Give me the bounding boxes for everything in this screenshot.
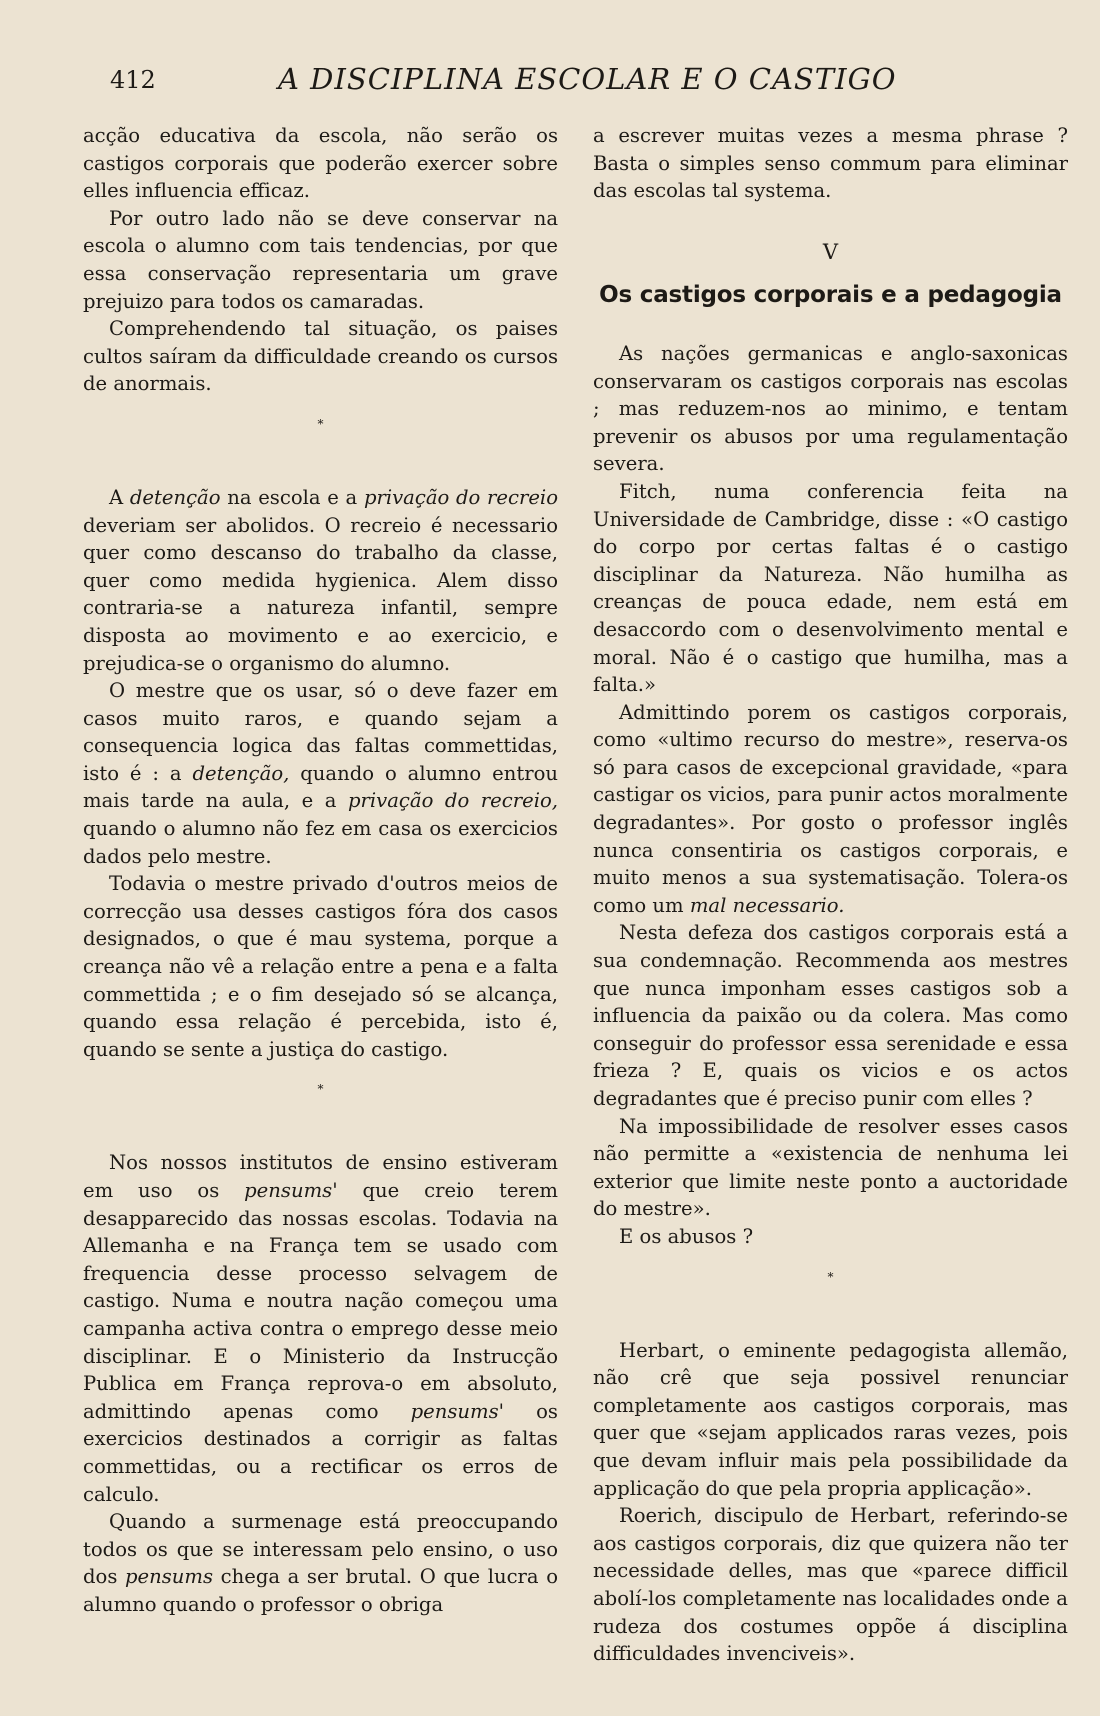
paragraph: Na impossibilidade de resolver esses casos não permitte a «existencia de nenhuma lei exterior que limite neste ponto a auctoridade do mestre». xyxy=(593,1114,1068,1221)
running-header xyxy=(100,62,897,102)
paragraph: Nos nossos institutos de ensino estiveram em uso os pensums' que creio terem desapparecido das nossas escolas. Todavia na Allemanha e na França tem se usado com frequencia desse processo selvagem de castigo. Numa e noutra nação começou uma campanha activa contra o emprego desse meio disciplinar. E o Ministerio da Instrucção Publica em França reprova-o em absoluto, admittindo apenas como pensums' os exercicios destinados a corrigir as faltas commettidas, ou a rectificar os erros de calculo. xyxy=(83,1151,558,1506)
paragraph: Todavia o mestre privado d'outros meios de correcção usa desses castigos fóra dos casos designados, o que é mau systema, porque a creança não vê a relação entre a pena e a falta commettida ; e o fim desejado só se alcança, quando essa relação é percebida, isto é, quando se sente a justiça do castigo. xyxy=(83,872,558,1061)
paragraph: O mestre que os usar, só o deve fazer em casos muito raros, e quando sejam a consequencia logica das faltas commettidas, isto é : a detenção, quando o alumno entrou mais tarde na aula, e a privação do recreio, quando o alumno não fez em casa os exercicios dados pelo mestre. xyxy=(83,679,558,868)
section-separator: * xyxy=(317,1082,324,1097)
paragraph: A detenção na escola e a privação do recreio deveriam ser abolidos. O recreio é necessario quer como descanso do trabalho da classe, quer como medida hygienica. Alem disso contraria-se a natureza infantil, sempre disposta ao movimento e ao exercicio, e prejudica-se o organismo do alumno. xyxy=(83,485,558,675)
section-separator: * xyxy=(317,416,324,431)
paragraph: Comprehendendo tal situação, os paises cultos saíram da difficuldade creando os cursos de anormais. xyxy=(83,317,558,396)
paragraph: Admittindo porem os castigos corporais, como «ultimo recurso do mestre», reserva-os só para casos de excepcional gravidade, «para castigar os vicios, para punir actos moralmente degradantes». Por gosto o professor inglês nunca consentiria os castigos corporais, e muito menos a sua systematisação. Tolera-os como um mal necessario. xyxy=(593,700,1069,917)
paragraph: a escrever muitas vezes a mesma phrase ? Basta o simples senso commum para eliminar das escolas tal systema. xyxy=(593,124,1068,203)
running-title: A DISCIPLINA ESCOLAR E O CASTIGO xyxy=(278,62,897,96)
right-column xyxy=(593,122,1068,1668)
paragraph: Fitch, numa conferencia feita na Universidade de Cambridge, disse : «O castigo do corpo por certas faltas é o castigo disciplinar da Natureza. Não humilha as creanças de pouca edade, nem está em desaccordo com o desenvolvimento mental e moral. Não é o castigo que humilha, mas a falta.» xyxy=(593,479,1068,697)
paragraph: Herbart, o eminente pedagogista allemão, não crê que seja possivel renunciar completamente aos castigos corporais, mas quer que «sejam applicados raras vezes, pois que devam influir mais pela possibilidade da applicação do que pela propria applicação». xyxy=(593,1338,1068,1500)
paragraph: E os abusos ? xyxy=(619,1224,754,1248)
paragraph: Nesta defeza dos castigos corporais está a sua condemnação. Recommenda aos mestres que nunca imponham esses castigos sob a influencia da paixão ou da colera. Mas como conseguir do professor essa serenidade e essa frieza ? E, quais os vicios e os actos degradantes que é preciso punir com elles ? xyxy=(593,921,1068,1110)
left-column xyxy=(83,122,558,1619)
paragraph: As nações germanicas e anglo-saxonicas conservaram os castigos corporais nas escolas ; mas reduzem-nos ao minimo, e tentam prevenir os abusos por uma regulamentação severa. xyxy=(593,341,1068,476)
paragraph: Roerich, discipulo de Herbart, referindo-se aos castigos corporais, diz que quizera não ter necessidade delles, mas que «parece difficil abolí-los completamente nas localidades onde a rudeza dos costumes oppõe á disciplina difficuldades invenciveis». xyxy=(593,1504,1068,1666)
paragraph: Quando a surmenage está preoccupando todos os que se interessam pelo ensino, o uso dos pensums chega a ser brutal. O que lucra o alumno quando o professor o obriga xyxy=(83,1510,558,1616)
section-title: Os castigos corporais e a pedagogia xyxy=(599,282,1062,309)
section-number: V xyxy=(822,239,839,264)
paragraph: Por outro lado não se deve conservar na escola o alumno com tais tendencias, por que essa conservação representaria um grave prejuizo para todos os camaradas. xyxy=(83,206,558,313)
paragraph: acção educativa da escola, não serão os castigos corporais que poderão exercer sobre elles influencia efficaz. xyxy=(83,124,558,203)
section-separator: * xyxy=(827,1269,834,1284)
page-number: 412 xyxy=(110,66,156,94)
